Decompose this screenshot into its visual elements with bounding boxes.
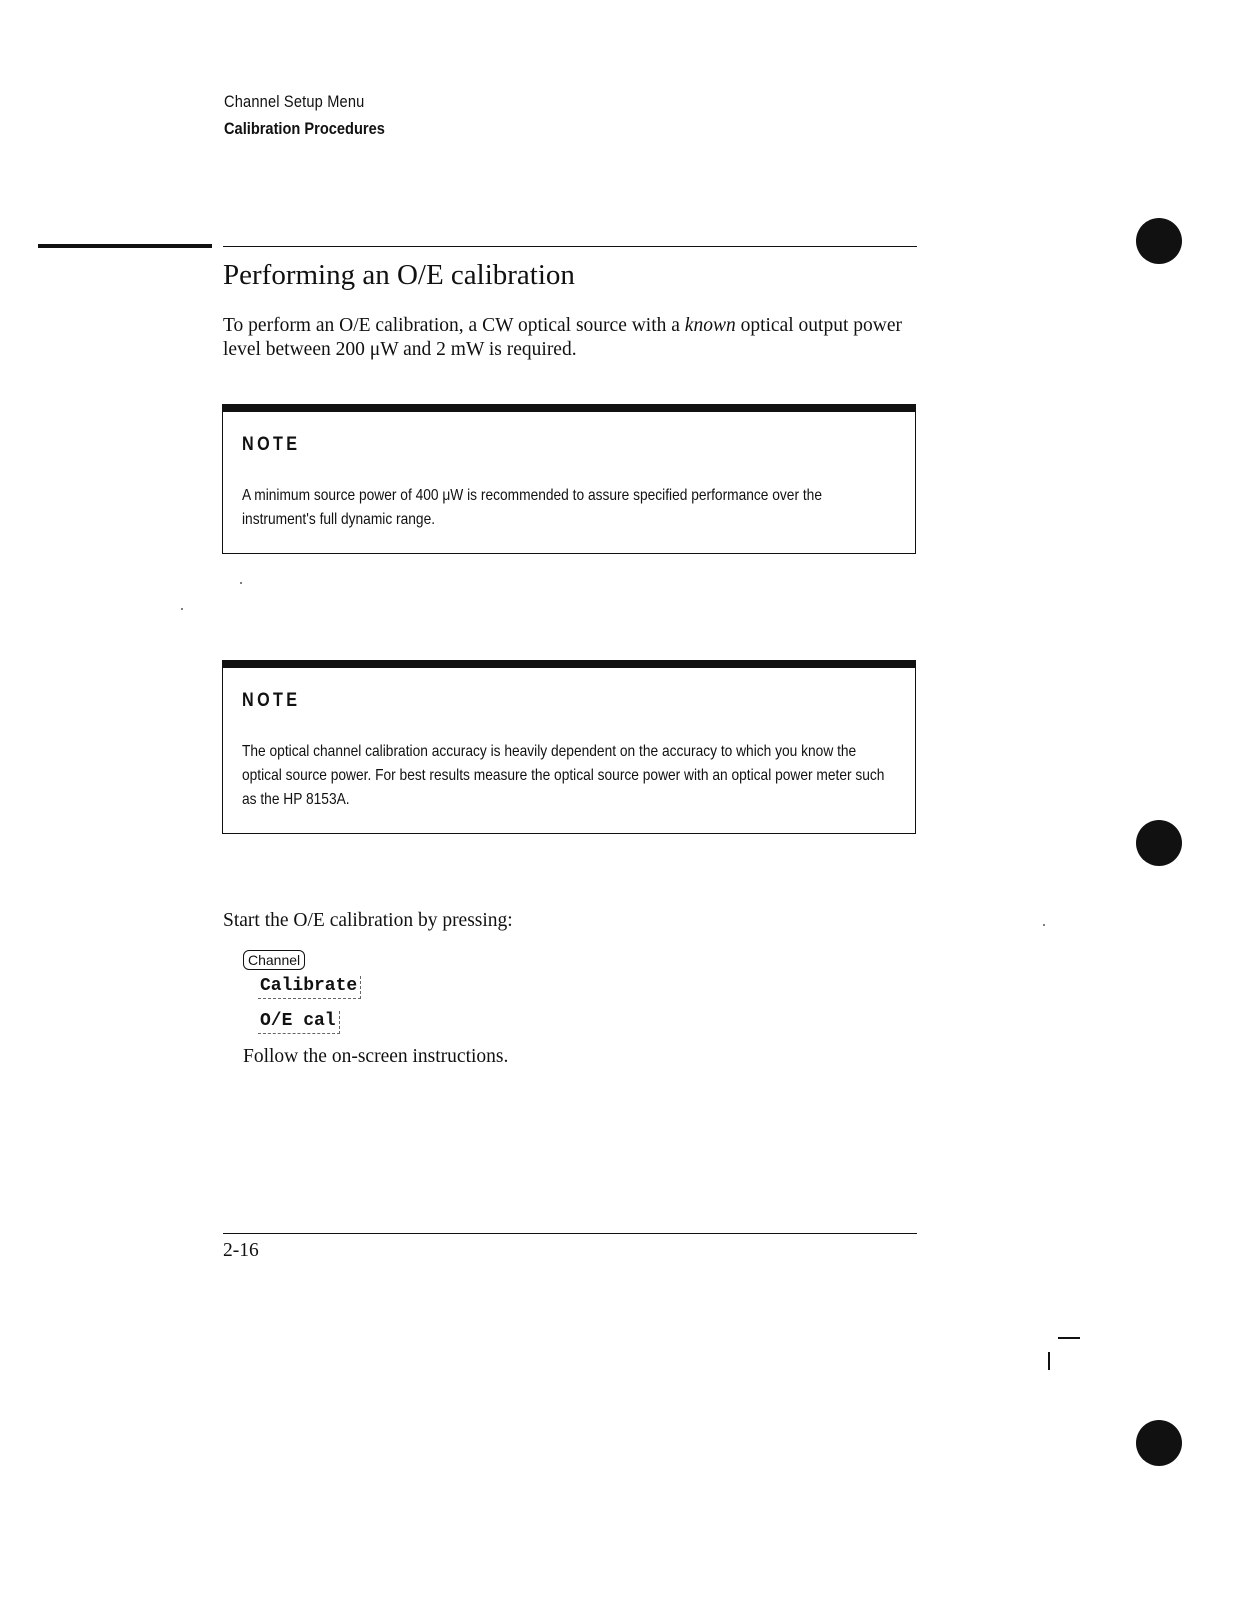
binder-punch-hole [1136, 1420, 1182, 1466]
binder-punch-hole [1136, 218, 1182, 264]
crop-mark-vertical [1048, 1352, 1050, 1370]
note-text: A minimum source power of 400 μW is recommended to assure specified performance over the instrument's full dynamic range. [242, 487, 822, 528]
note-text: The optical channel calibration accuracy is heavily dependent on the accuracy to which you know the optical source power. For best results measure the optical source power with an optical power meter such as the HP 8153A. [242, 743, 885, 808]
footer-rule [223, 1233, 917, 1234]
oe-cal-softkey: O/E cal [258, 1011, 340, 1034]
procedure-intro: Start the O/E calibration by pressing: [223, 910, 513, 931]
note-box-accuracy [222, 660, 916, 834]
crop-mark-horizontal [1058, 1337, 1080, 1339]
note-label: NOTE [242, 434, 301, 455]
intro-text-start: To perform an O/E calibration, a CW optical source with a [223, 315, 685, 336]
scan-speck [240, 582, 242, 584]
intro-text-end: optical output power level between 200 μW and 2 mW is required. [223, 315, 902, 360]
intro-paragraph [223, 314, 923, 362]
running-header-menu: Channel Setup Menu [224, 92, 365, 111]
procedure-follow-instruction: Follow the on-screen instructions. [243, 1046, 509, 1067]
section-top-rule [223, 246, 917, 247]
binder-punch-hole [1136, 820, 1182, 866]
running-header-section: Calibration Procedures [224, 119, 385, 138]
note-box-min-power [222, 404, 916, 554]
note-label: NOTE [242, 690, 301, 711]
channel-hardkey: Channel [243, 950, 305, 970]
scan-speck [181, 608, 183, 610]
section-margin-rule [38, 244, 212, 248]
intro-emphasis-known: known [684, 315, 736, 336]
section-title: Performing an O/E calibration [223, 259, 575, 291]
page-number: 2-16 [223, 1240, 259, 1261]
scan-speck [1043, 924, 1045, 926]
calibrate-softkey: Calibrate [258, 976, 361, 999]
